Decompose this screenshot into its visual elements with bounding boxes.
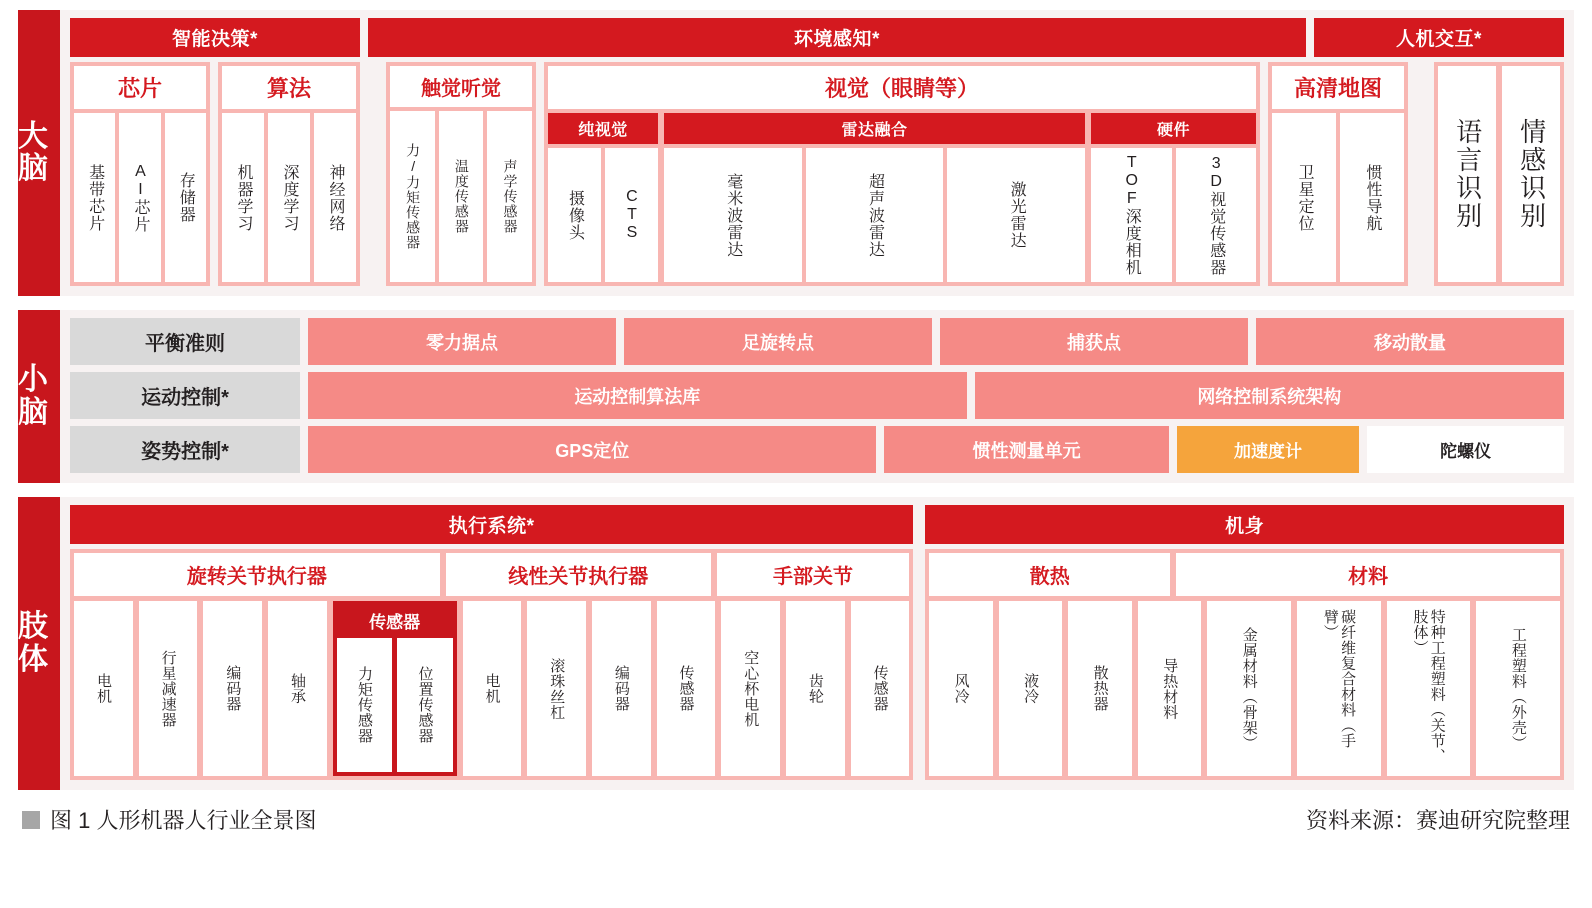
cerebellum-item-imu: 惯性测量单元: [884, 426, 1168, 473]
leafrow-pure-vision: [548, 148, 658, 282]
caption-marker-icon: [22, 811, 40, 829]
block-vision: [544, 62, 1260, 286]
leaf-algo-machine-learning: 机器学习: [222, 113, 264, 282]
band-label-limbs: [18, 497, 60, 790]
leaf-speech-recognition: 语言识别: [1438, 66, 1496, 282]
group-bar-human-machine-interaction: 人机交互*: [1314, 18, 1564, 57]
block-title-algorithms: 算法: [222, 66, 356, 109]
leaf-gear: 齿轮: [786, 601, 845, 776]
spacer-1: [368, 62, 378, 286]
band-label-brain: [18, 10, 60, 296]
band-body-limbs: [60, 497, 1574, 790]
subtitle-cooling: 散热: [929, 553, 1170, 596]
leafrow-radar-fusion: [664, 148, 1085, 282]
leaf-mmwave-radar: 毫米波雷达: [664, 148, 802, 282]
cerebellum-key-posture-control: 姿势控制*: [70, 426, 300, 473]
leafrow-chips: [74, 113, 206, 282]
leaf-hand-sensor: 传感器: [851, 601, 910, 776]
execution-leaves: [74, 601, 909, 776]
leaf-carbon-fiber-composite: 碳纤维复合材料（手臂）: [1297, 601, 1381, 776]
leafrow-hardware: [1091, 148, 1256, 282]
leaf-ultrasonic-radar: 超声波雷达: [806, 148, 944, 282]
subtitle-rotary-joint-actuator: 旋转关节执行器: [74, 553, 440, 596]
leaf-force-torque-sensor: 力/力矩传感器: [390, 111, 435, 282]
leaf-emotion-recognition: 情感识别: [1502, 66, 1560, 282]
execution-subtitles: [74, 553, 909, 596]
block-hd-map: [1268, 62, 1408, 286]
figure-caption: 图 1 人形机器人行业全景图: [50, 808, 317, 833]
spacer-2: [1416, 62, 1426, 286]
leaf-linear-motor: 电机: [463, 601, 522, 776]
cerebellum-row-posture-control: [70, 426, 1564, 473]
leaf-linear-sensor: 传感器: [657, 601, 716, 776]
leaf-engineering-plastic-shell: 工程塑料（外壳）: [1476, 601, 1560, 776]
cerebellum-item-gps: GPS定位: [308, 426, 876, 473]
cerebellum-item-capture-point: 捕获点: [940, 318, 1248, 365]
leaf-metal-material: 金属材料（骨架）: [1207, 601, 1291, 776]
cerebellum-row-balance: [70, 318, 1564, 365]
leaf-lidar: 激光雷达: [947, 148, 1085, 282]
group-title-rotary-sensors: 传感器: [369, 613, 421, 632]
block-tactile-audio: [386, 62, 536, 286]
cerebellum-key-motion-control: 运动控制*: [70, 372, 300, 419]
leaf-cts: CTS: [605, 148, 658, 282]
leafrow-algorithms: [222, 113, 356, 282]
figure-source: 资料来源：赛迪研究院整理: [1305, 808, 1570, 833]
body-leaves: [929, 601, 1560, 776]
leaf-chip-baseband: 基带芯片: [74, 113, 115, 282]
subtitle-hand-joint: 手部关节: [717, 553, 909, 596]
group-rotary-sensors: [333, 601, 457, 776]
cerebellum-item-gyroscope: 陀螺仪: [1367, 426, 1564, 473]
rotary-sensor-leaves: [337, 638, 453, 772]
leaf-heat-sink: 散热器: [1068, 601, 1132, 776]
block-title-hd-map: 高清地图: [1272, 66, 1404, 109]
limbs-columns: [70, 505, 1564, 780]
subgroup-pure-vision: [548, 113, 658, 282]
band-label-cerebellum: [18, 310, 60, 483]
block-title-tactile-audio: 触觉听觉: [390, 66, 532, 107]
band-body-cerebellum: [60, 310, 1574, 483]
subgroup-title-hardware: 硬件: [1091, 113, 1256, 144]
leaf-rotary-motor: 电机: [74, 601, 133, 776]
cerebellum-item-motion-algo-lib: 运动控制算法库: [308, 372, 967, 419]
cerebellum-item-foot-rotation: 足旋转点: [624, 318, 932, 365]
leaf-torque-sensor: 力矩传感器: [337, 638, 392, 772]
subgroup-radar-fusion: [664, 113, 1085, 282]
cerebellum-key-balance: 平衡准则: [70, 318, 300, 365]
block-execution-system: [70, 505, 913, 780]
leaf-rotary-encoder: 编码器: [203, 601, 262, 776]
band-cerebellum: [18, 310, 1574, 483]
block-algorithms: [218, 62, 360, 286]
band-limbs: [18, 497, 1574, 790]
leaf-tof-depth-camera: TOF深度相机: [1091, 148, 1172, 282]
group-bar-execution-system: 执行系统*: [70, 505, 913, 544]
leaf-chip-memory: 存储器: [165, 113, 206, 282]
leaf-bearing: 轴承: [268, 601, 327, 776]
leaf-planetary-reducer: 行星减速器: [139, 601, 198, 776]
cerebellum-item-accelerometer: 加速度计: [1177, 426, 1360, 473]
block-hmi: [1434, 62, 1564, 286]
subgroup-hardware: [1091, 113, 1256, 282]
group-bar-intelligent-decision: 智能决策*: [70, 18, 360, 57]
leaf-acoustic-sensor: 声学传感器: [487, 111, 532, 282]
band-label-limbs-text: 肢体: [18, 610, 49, 676]
block-title-chips: 芯片: [74, 66, 206, 109]
figure-caption-wrap: [22, 804, 316, 835]
leaf-camera: 摄像头: [548, 148, 601, 282]
subgroup-title-pure-vision: 纯视觉: [548, 113, 658, 144]
brain-columns: [70, 62, 1564, 286]
cerebellum-item-zmp: 零力据点: [308, 318, 616, 365]
cerebellum-row-motion-control: [70, 372, 1564, 419]
leaf-ball-screw: 滚珠丝杠: [527, 601, 586, 776]
leafrow-hmi: [1438, 66, 1560, 282]
subtitle-materials: 材料: [1176, 553, 1560, 596]
leaf-satellite-positioning: 卫星定位: [1272, 113, 1336, 282]
leaf-linear-encoder: 编码器: [592, 601, 651, 776]
group-bar-body: 机身: [925, 505, 1564, 544]
band-body-brain: [60, 10, 1574, 296]
block-body: [925, 505, 1564, 780]
leafrow-tactile-audio: [390, 111, 532, 282]
band-label-brain-text: 大脑: [18, 119, 49, 185]
vision-subgroups: [548, 113, 1256, 282]
band-label-cerebellum-text: 小脑: [18, 363, 49, 429]
leaf-thermal-material: 导热材料: [1138, 601, 1202, 776]
figure-footer: [18, 796, 1574, 835]
subgroup-title-radar-fusion: 雷达融合: [664, 113, 1085, 144]
execution-panel: [70, 549, 913, 780]
leaf-air-cooling: 风冷: [929, 601, 993, 776]
block-chips: [70, 62, 210, 286]
leaf-inertial-navigation: 惯性导航: [1340, 113, 1404, 282]
cerebellum-item-network-control-arch: 网络控制系统架构: [975, 372, 1564, 419]
leaf-special-engineering-plastic: 特种工程塑料（关节、肢体）: [1387, 601, 1471, 776]
cerebellum-item-divergent-component: 移动散量: [1256, 318, 1564, 365]
body-subtitles: [929, 553, 1560, 596]
brain-group-bars: [70, 18, 1564, 57]
leaf-3d-vision-sensor: 3D视觉传感器: [1176, 148, 1257, 282]
leaf-chip-ai: AI芯片: [119, 113, 160, 282]
leaf-position-sensor: 位置传感器: [397, 638, 452, 772]
block-title-vision: 视觉（眼睛等）: [548, 66, 1256, 109]
leaf-algo-neural-network: 神经网络: [314, 113, 356, 282]
group-bar-environment-perception: 环境感知*: [368, 18, 1306, 57]
leaf-liquid-cooling: 液冷: [999, 601, 1063, 776]
leafrow-hd-map: [1272, 113, 1404, 282]
leaf-coreless-motor: 空心杯电机: [721, 601, 780, 776]
subtitle-linear-joint-actuator: 线性关节执行器: [446, 553, 711, 596]
leaf-temperature-sensor: 温度传感器: [439, 111, 484, 282]
body-panel: [925, 549, 1564, 780]
band-brain: [18, 10, 1574, 296]
leaf-algo-deep-learning: 深度学习: [268, 113, 310, 282]
